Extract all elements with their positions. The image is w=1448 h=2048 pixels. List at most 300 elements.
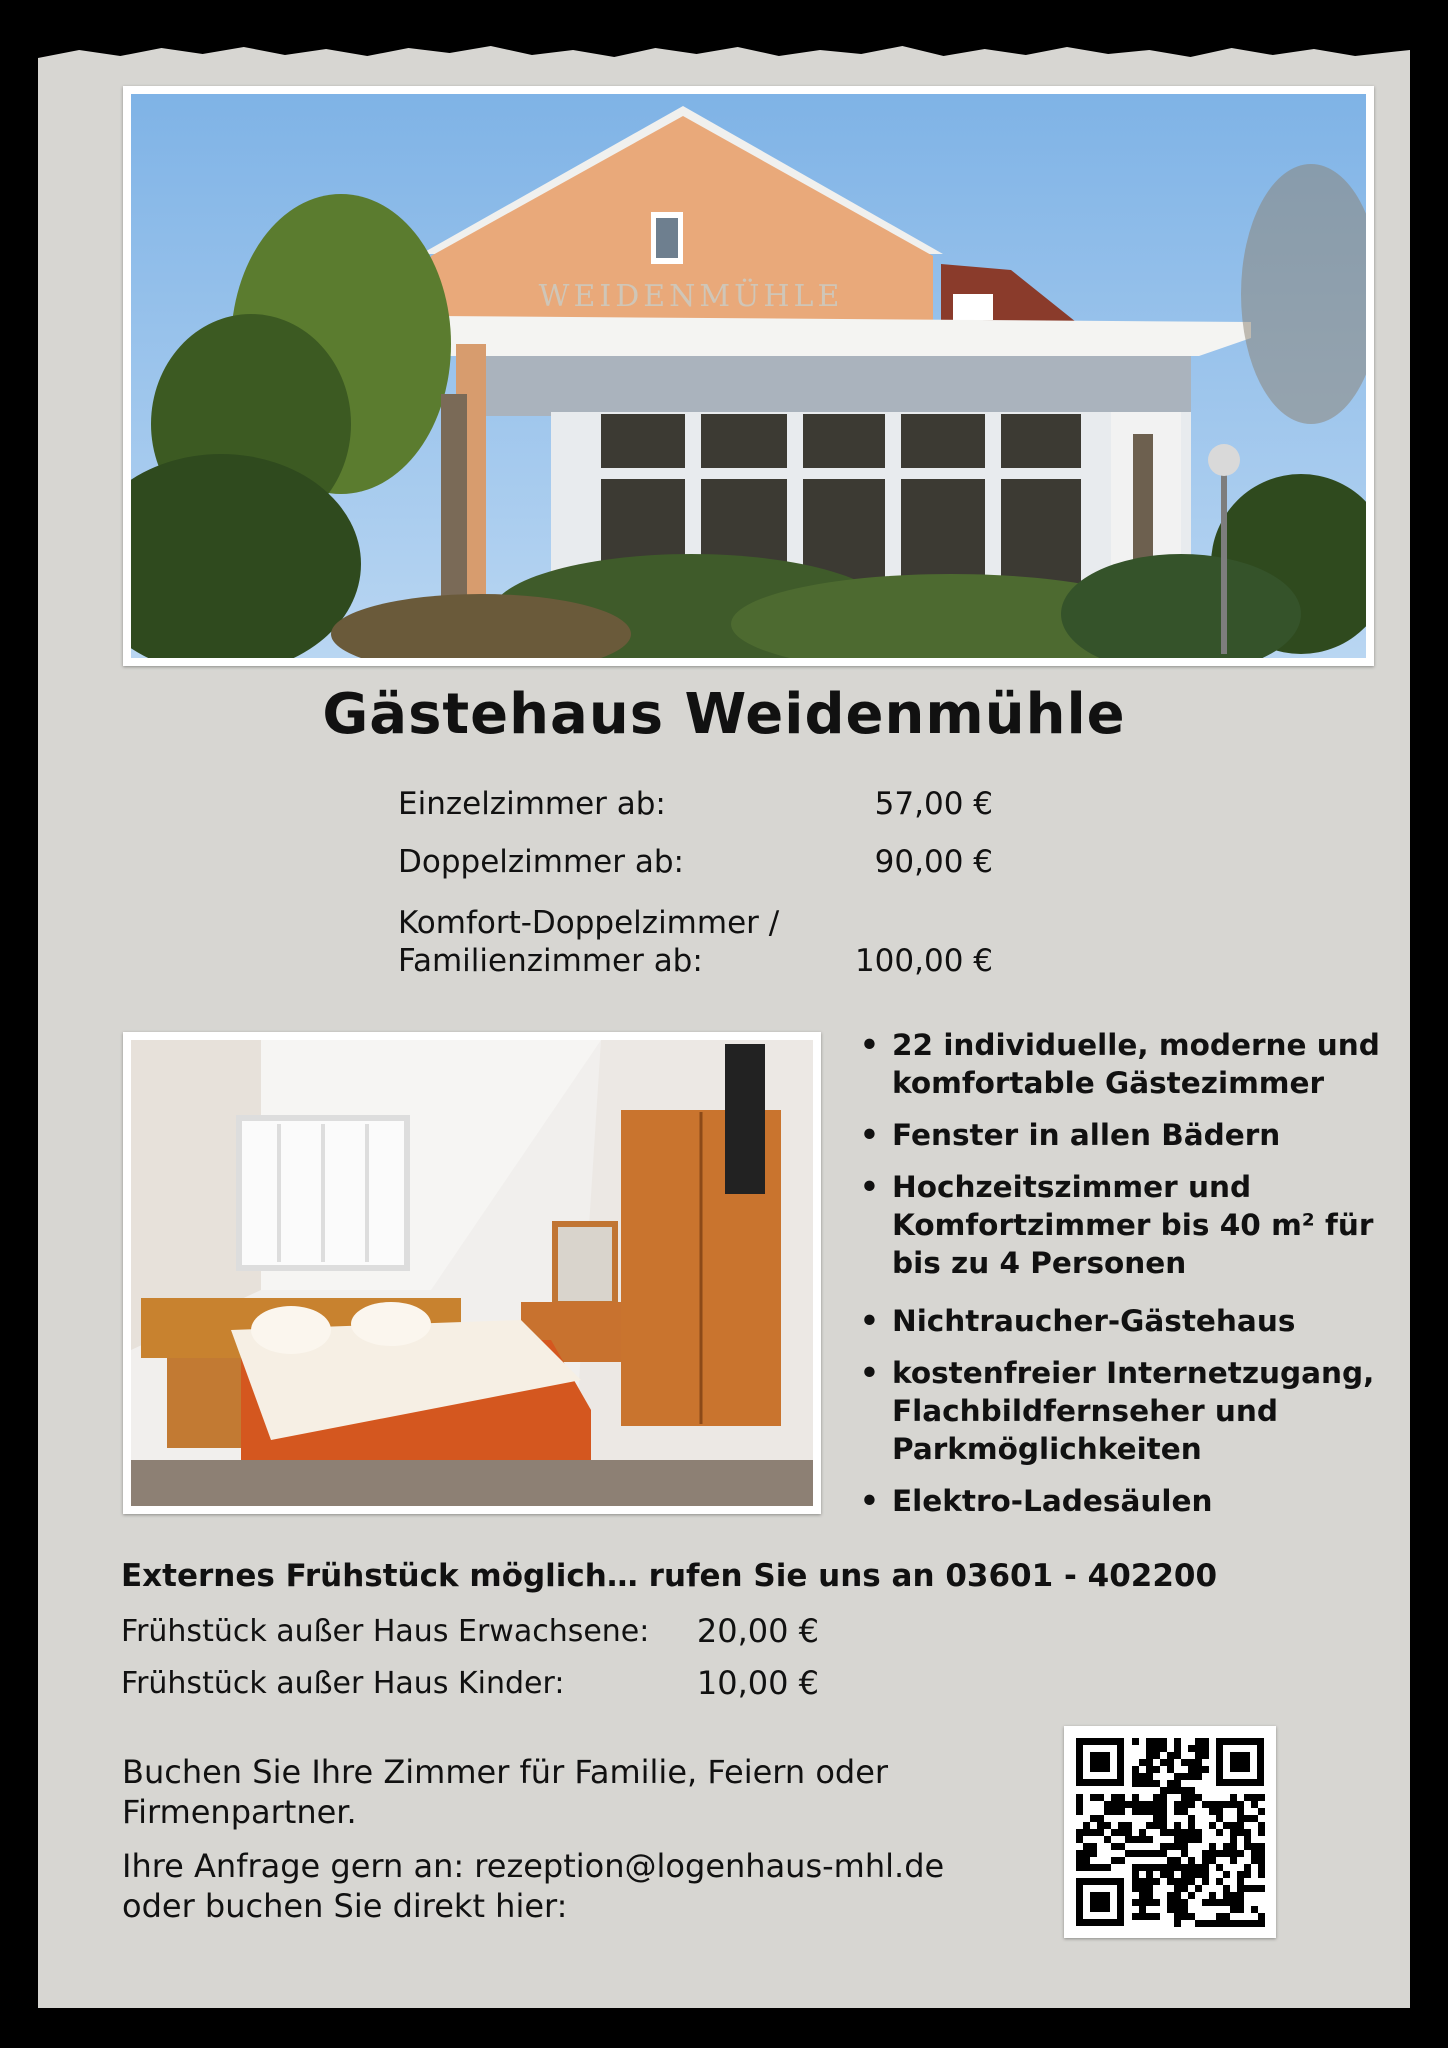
qr-module <box>1076 1864 1083 1871</box>
qr-code[interactable] <box>1064 1726 1276 1938</box>
price-label: Einzelzimmer ab: <box>398 786 666 822</box>
qr-module <box>1160 1829 1167 1836</box>
feature-line: Nichtraucher-Gästehaus <box>892 1304 1296 1338</box>
qr-module <box>1230 1906 1237 1913</box>
qr-module <box>1244 1871 1251 1878</box>
qr-module <box>1174 1752 1181 1759</box>
qr-module <box>1216 1913 1223 1920</box>
qr-module <box>1090 1794 1097 1801</box>
qr-module <box>1251 1920 1258 1927</box>
booking-line: Buchen Sie Ihre Zimmer für Familie, Feiern oder <box>122 1753 889 1791</box>
qr-module <box>1174 1857 1181 1864</box>
qr-module <box>1111 1857 1118 1864</box>
qr-module <box>1209 1822 1216 1829</box>
qr-module <box>1237 1808 1244 1815</box>
qr-module <box>1160 1822 1167 1829</box>
qr-module <box>1076 1850 1083 1857</box>
qr-module <box>1153 1878 1160 1885</box>
qr-module <box>1223 1871 1230 1878</box>
qr-module <box>1146 1885 1153 1892</box>
feature-line: Flachbildfernseher und <box>892 1394 1279 1428</box>
list-item <box>860 1168 1400 1282</box>
qr-module <box>1146 1899 1153 1906</box>
qr-module <box>1230 1843 1237 1850</box>
qr-code-icon <box>1064 1726 1276 1938</box>
feature-list <box>860 1026 1400 1534</box>
qr-module <box>1118 1801 1125 1808</box>
qr-module <box>1153 1766 1160 1773</box>
price-label-line: Familienzimmer ab: <box>398 943 703 979</box>
breakfast-row-children <box>121 1666 564 1701</box>
page-title: Gästehaus Weidenmühle <box>322 682 1126 747</box>
qr-module <box>1167 1787 1174 1794</box>
qr-module <box>1153 1738 1160 1745</box>
qr-module <box>1181 1864 1188 1871</box>
feature-line: Komfortzimmer bis 40 m² für <box>892 1208 1374 1242</box>
qr-module <box>1139 1878 1146 1885</box>
qr-module <box>1139 1808 1146 1815</box>
qr-module <box>1146 1850 1153 1857</box>
qr-module <box>1230 1899 1237 1906</box>
qr-module <box>1097 1815 1104 1822</box>
qr-module <box>1195 1752 1202 1759</box>
qr-module <box>1237 1871 1244 1878</box>
qr-module <box>1202 1801 1209 1808</box>
qr-module <box>1139 1759 1146 1766</box>
qr-module <box>1076 1836 1083 1843</box>
qr-module <box>1258 1857 1265 1864</box>
qr-module <box>1181 1808 1188 1815</box>
list-item <box>860 1482 1400 1520</box>
qr-module <box>1237 1885 1244 1892</box>
price-value: 100,00 € <box>854 943 993 979</box>
qr-module <box>1167 1843 1174 1850</box>
qr-module <box>1153 1808 1160 1815</box>
qr-module <box>1181 1906 1188 1913</box>
qr-module <box>1258 1885 1265 1892</box>
qr-module <box>1118 1794 1125 1801</box>
qr-module <box>1188 1892 1195 1899</box>
qr-module <box>1209 1801 1216 1808</box>
qr-module <box>1195 1829 1202 1836</box>
qr-module <box>1153 1822 1160 1829</box>
qr-module <box>1181 1843 1188 1850</box>
qr-module <box>1118 1822 1125 1829</box>
qr-module <box>1181 1794 1188 1801</box>
qr-module <box>1209 1850 1216 1857</box>
qr-module <box>1209 1892 1216 1899</box>
qr-module <box>1132 1913 1139 1920</box>
qr-module <box>1216 1850 1223 1857</box>
qr-module <box>1223 1899 1230 1906</box>
qr-module <box>1132 1773 1139 1780</box>
qr-module <box>1188 1878 1195 1885</box>
qr-module <box>1167 1864 1174 1871</box>
qr-module <box>1188 1815 1195 1822</box>
feature-line: Fenster in allen Bädern <box>892 1118 1281 1152</box>
qr-module <box>1132 1766 1139 1773</box>
qr-module <box>1188 1822 1195 1829</box>
qr-module <box>1104 1808 1111 1815</box>
qr-module <box>1195 1766 1202 1773</box>
qr-module <box>1139 1801 1146 1808</box>
qr-module <box>1125 1822 1132 1829</box>
qr-module <box>1237 1815 1244 1822</box>
qr-module <box>1195 1871 1202 1878</box>
qr-module <box>1251 1801 1258 1808</box>
qr-module <box>1244 1815 1251 1822</box>
qr-module <box>1139 1892 1146 1899</box>
qr-module <box>1097 1864 1104 1871</box>
qr-module <box>1209 1808 1216 1815</box>
qr-module <box>1153 1899 1160 1906</box>
qr-module <box>1167 1752 1174 1759</box>
qr-module <box>1118 1843 1125 1850</box>
qr-module <box>1251 1885 1258 1892</box>
qr-module <box>1202 1857 1209 1864</box>
qr-module <box>1167 1780 1174 1787</box>
qr-module <box>1132 1850 1139 1857</box>
building-photo <box>123 86 1374 666</box>
qr-module <box>1146 1773 1153 1780</box>
building-illustration <box>131 94 1366 658</box>
qr-module <box>1216 1815 1223 1822</box>
qr-module <box>1132 1864 1139 1871</box>
qr-module <box>1188 1773 1195 1780</box>
qr-module <box>1195 1773 1202 1780</box>
qr-module <box>1153 1801 1160 1808</box>
qr-module <box>1160 1787 1167 1794</box>
booking-line: Firmenpartner. <box>122 1793 357 1831</box>
booking-email-line[interactable]: Ihre Anfrage gern an: rezeption@logenhaus-mhl.de <box>122 1847 945 1885</box>
qr-module <box>1167 1878 1174 1885</box>
qr-module <box>1153 1864 1160 1871</box>
qr-module <box>1160 1759 1167 1766</box>
qr-module <box>1202 1752 1209 1759</box>
qr-module <box>1139 1850 1146 1857</box>
qr-module <box>1230 1836 1237 1843</box>
feature-line: bis zu 4 Personen <box>892 1246 1187 1280</box>
qr-module <box>1153 1850 1160 1857</box>
price-label-line: Komfort-Doppelzimmer / <box>398 905 780 941</box>
qr-module <box>1230 1920 1237 1927</box>
qr-module <box>1083 1864 1090 1871</box>
qr-module <box>1223 1913 1230 1920</box>
qr-module <box>1244 1829 1251 1836</box>
qr-module <box>1251 1857 1258 1864</box>
qr-module <box>1202 1850 1209 1857</box>
qr-module <box>1216 1864 1223 1871</box>
qr-module <box>1104 1822 1111 1829</box>
qr-module <box>1153 1815 1160 1822</box>
qr-module <box>1174 1780 1181 1787</box>
qr-module <box>1209 1920 1216 1927</box>
qr-module <box>1097 1794 1104 1801</box>
qr-module <box>1181 1871 1188 1878</box>
qr-module <box>1132 1836 1139 1843</box>
qr-module <box>1258 1864 1265 1871</box>
qr-module <box>1146 1752 1153 1759</box>
qr-module <box>1076 1829 1083 1836</box>
qr-module <box>1258 1843 1265 1850</box>
qr-module <box>1174 1913 1181 1920</box>
booking-line: oder buchen Sie direkt hier: <box>122 1887 568 1925</box>
qr-module <box>1083 1850 1090 1857</box>
qr-module <box>1195 1738 1202 1745</box>
qr-module <box>1090 1829 1097 1836</box>
qr-module <box>1153 1780 1160 1787</box>
qr-module <box>1209 1843 1216 1850</box>
qr-module <box>1090 1815 1097 1822</box>
qr-module <box>1111 1801 1118 1808</box>
qr-module <box>1251 1843 1258 1850</box>
feature-line: • 22 individuelle, moderne und <box>892 1028 1380 1062</box>
qr-module <box>1258 1829 1265 1836</box>
qr-module <box>1104 1801 1111 1808</box>
qr-module <box>1104 1836 1111 1843</box>
qr-module <box>1160 1808 1167 1815</box>
qr-module <box>1237 1829 1244 1836</box>
qr-module <box>1195 1745 1202 1752</box>
qr-module <box>1216 1801 1223 1808</box>
qr-module <box>1181 1836 1188 1843</box>
qr-module <box>1202 1864 1209 1871</box>
qr-module <box>1174 1808 1181 1815</box>
qr-module <box>1237 1850 1244 1857</box>
qr-module <box>1251 1794 1258 1801</box>
qr-module <box>1160 1871 1167 1878</box>
qr-module <box>1181 1829 1188 1836</box>
qr-module <box>1146 1759 1153 1766</box>
qr-module <box>1174 1745 1181 1752</box>
qr-module <box>1104 1864 1111 1871</box>
qr-module <box>1181 1787 1188 1794</box>
qr-module <box>1139 1899 1146 1906</box>
qr-module <box>1160 1815 1167 1822</box>
qr-module <box>1167 1892 1174 1899</box>
qr-module <box>1258 1808 1265 1815</box>
qr-module <box>1195 1794 1202 1801</box>
qr-module <box>1202 1920 1209 1927</box>
qr-module <box>1132 1885 1139 1892</box>
qr-module <box>1188 1864 1195 1871</box>
qr-module <box>1202 1878 1209 1885</box>
qr-module <box>1202 1871 1209 1878</box>
qr-module <box>1174 1738 1181 1745</box>
qr-module <box>1076 1794 1083 1801</box>
qr-module <box>1195 1864 1202 1871</box>
qr-module <box>1097 1829 1104 1836</box>
qr-module <box>1174 1801 1181 1808</box>
qr-module <box>1223 1801 1230 1808</box>
qr-module <box>1167 1766 1174 1773</box>
qr-module <box>1160 1794 1167 1801</box>
qr-module <box>1230 1822 1237 1829</box>
list-item <box>860 1354 1400 1468</box>
feature-line: Parkmöglichkeiten <box>892 1432 1202 1466</box>
qr-module <box>1139 1773 1146 1780</box>
qr-module <box>1160 1801 1167 1808</box>
qr-module <box>1118 1829 1125 1836</box>
qr-module <box>1223 1892 1230 1899</box>
qr-module <box>1125 1836 1132 1843</box>
qr-module <box>1258 1850 1265 1857</box>
qr-module <box>1188 1766 1195 1773</box>
qr-module <box>1188 1871 1195 1878</box>
qr-module <box>1167 1906 1174 1913</box>
qr-module <box>1146 1738 1153 1745</box>
qr-module <box>1237 1822 1244 1829</box>
qr-module <box>1174 1822 1181 1829</box>
qr-module <box>1132 1738 1139 1745</box>
qr-module <box>1146 1745 1153 1752</box>
qr-module <box>1223 1885 1230 1892</box>
qr-module <box>1167 1857 1174 1864</box>
qr-module <box>1174 1920 1181 1927</box>
qr-module <box>1090 1864 1097 1871</box>
booking-contact <box>122 1846 1022 1926</box>
qr-module <box>1146 1913 1153 1920</box>
feature-line: • Hochzeitszimmer und <box>892 1170 1252 1204</box>
qr-module <box>1237 1892 1244 1899</box>
breakfast-label: Frühstück außer Haus Erwachsene: <box>121 1614 650 1649</box>
qr-module <box>1181 1899 1188 1906</box>
qr-module <box>1209 1857 1216 1864</box>
qr-module <box>1076 1808 1083 1815</box>
qr-module <box>1216 1808 1223 1815</box>
qr-module <box>1195 1885 1202 1892</box>
qr-module <box>1174 1899 1181 1906</box>
qr-module <box>1237 1801 1244 1808</box>
qr-module <box>1111 1829 1118 1836</box>
feature-line: Elektro-Ladesäulen <box>892 1484 1213 1518</box>
qr-module <box>1244 1843 1251 1850</box>
qr-module <box>1237 1906 1244 1913</box>
breakfast-value: 10,00 € <box>696 1664 819 1702</box>
qr-module <box>1258 1822 1265 1829</box>
qr-module <box>1202 1899 1209 1906</box>
qr-module <box>1181 1885 1188 1892</box>
qr-module <box>1223 1920 1230 1927</box>
qr-module <box>1174 1773 1181 1780</box>
qr-module <box>1118 1857 1125 1864</box>
qr-module <box>1153 1794 1160 1801</box>
qr-module <box>1230 1801 1237 1808</box>
qr-module <box>1139 1885 1146 1892</box>
qr-module <box>1111 1808 1118 1815</box>
qr-module <box>1244 1920 1251 1927</box>
qr-module <box>1216 1878 1223 1885</box>
qr-module <box>1202 1745 1209 1752</box>
qr-module <box>1139 1864 1146 1871</box>
qr-module <box>1111 1794 1118 1801</box>
qr-module <box>1139 1836 1146 1843</box>
qr-module <box>1223 1843 1230 1850</box>
qr-module <box>1244 1864 1251 1871</box>
qr-module <box>1160 1850 1167 1857</box>
qr-module <box>1230 1850 1237 1857</box>
qr-module <box>1181 1850 1188 1857</box>
qr-module <box>1132 1899 1139 1906</box>
qr-module <box>1160 1864 1167 1871</box>
qr-module <box>1195 1759 1202 1766</box>
qr-module <box>1139 1906 1146 1913</box>
qr-module <box>1174 1885 1181 1892</box>
qr-module <box>1146 1822 1153 1829</box>
qr-module <box>1174 1906 1181 1913</box>
qr-module <box>1188 1794 1195 1801</box>
qr-module <box>1230 1892 1237 1899</box>
qr-module <box>1153 1745 1160 1752</box>
breakfast-heading: Externes Frühstück möglich… rufen Sie uns an 03601 - 402200 <box>121 1558 1218 1594</box>
qr-module <box>1083 1857 1090 1864</box>
qr-module <box>1258 1871 1265 1878</box>
list-item <box>860 1116 1400 1154</box>
qr-module <box>1188 1801 1195 1808</box>
qr-module <box>1223 1850 1230 1857</box>
qr-module <box>1181 1913 1188 1920</box>
qr-module <box>1139 1913 1146 1920</box>
qr-module <box>1258 1794 1265 1801</box>
qr-module <box>1132 1878 1139 1885</box>
qr-module <box>1258 1920 1265 1927</box>
qr-module <box>1146 1808 1153 1815</box>
qr-module <box>1244 1794 1251 1801</box>
qr-module <box>1251 1850 1258 1857</box>
qr-module <box>1251 1906 1258 1913</box>
qr-module <box>1188 1913 1195 1920</box>
qr-module <box>1160 1738 1167 1745</box>
qr-module <box>1146 1878 1153 1885</box>
qr-module <box>1195 1920 1202 1927</box>
price-value: 90,00 € <box>874 844 993 880</box>
building-sign: WEIDENMÜHLE <box>538 279 844 314</box>
qr-module <box>1188 1836 1195 1843</box>
qr-module <box>1160 1843 1167 1850</box>
qr-module <box>1132 1801 1139 1808</box>
qr-module <box>1146 1871 1153 1878</box>
qr-module <box>1216 1899 1223 1906</box>
price-value: 57,00 € <box>874 786 993 822</box>
qr-module <box>1251 1815 1258 1822</box>
qr-module <box>1083 1822 1090 1829</box>
qr-module <box>1244 1885 1251 1892</box>
qr-module <box>1174 1787 1181 1794</box>
qr-module <box>1125 1829 1132 1836</box>
qr-module <box>1237 1920 1244 1927</box>
qr-module <box>1181 1773 1188 1780</box>
list-item <box>860 1302 1400 1340</box>
qr-module <box>1258 1913 1265 1920</box>
qr-module <box>1230 1857 1237 1864</box>
qr-module <box>1146 1836 1153 1843</box>
qr-module <box>1188 1829 1195 1836</box>
qr-module <box>1132 1808 1139 1815</box>
breakfast-value: 20,00 € <box>696 1612 819 1650</box>
qr-module <box>1230 1794 1237 1801</box>
qr-module <box>1160 1745 1167 1752</box>
qr-module <box>1132 1780 1139 1787</box>
qr-module <box>1167 1829 1174 1836</box>
qr-module <box>1111 1843 1118 1850</box>
qr-module <box>1083 1843 1090 1850</box>
qr-module <box>1076 1801 1083 1808</box>
qr-module <box>1097 1822 1104 1829</box>
qr-module <box>1181 1801 1188 1808</box>
qr-module <box>1188 1745 1195 1752</box>
qr-module <box>1146 1864 1153 1871</box>
qr-module <box>1174 1878 1181 1885</box>
